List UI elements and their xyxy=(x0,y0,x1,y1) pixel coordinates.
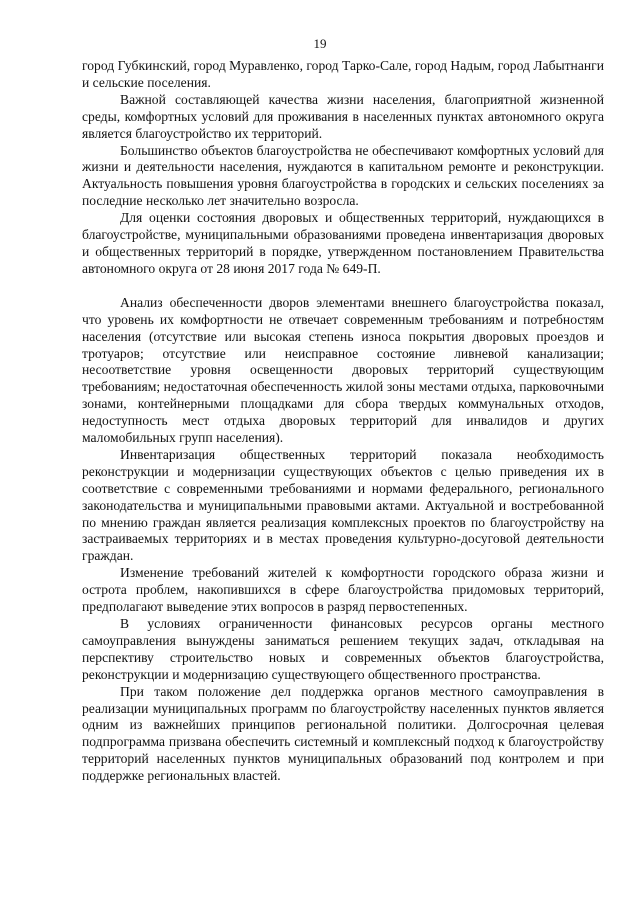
paragraph-8: В условиях ограниченности финансовых ресурсов органы местного самоуправления вынуждены заниматься решением текущих задач, откладывая на перспективу строительство новых и современных объектов благоустройства, реконструкции и модернизацию существующего общественного пространства. xyxy=(82,616,604,682)
paragraph-6: Инвентаризация общественных территорий показала необходимость реконструкции и модернизации существующих объектов с целью приведения их в соответствие с современными требованиями и нормами федерального, регионального законодательства и муниципальными правовыми актами. Актуальной и востребованной по мнению граждан является реализация комплексных проектов по благоустройству на застраиваемых территориях и в местах проведения культурно-досуговой деятельности граждан. xyxy=(82,446,604,564)
paragraph-1: город Губкинский, город Муравленко, город Тарко-Сале, город Надым, город Лабытнанги и сельские поселения. xyxy=(82,58,604,90)
paragraph-7: Изменение требований жителей к комфортности городского образа жизни и острота проблем, накопившихся в сфере благоустройства придомовых территорий, предполагают выведение этих вопросов в разряд первостепенных. xyxy=(82,565,604,615)
paragraph-9: При таком положение дел поддержка органов местного самоуправления в реализации муниципальных программ по благоустройству населенных пунктов является одним из важнейших принципов региональной политики. Долгосрочная целевая подпрограмма призвана обеспечить системный и комплексный подход к благоустройству территорий населенных пунктов муниципальных образований под контролем и при поддержке региональных властей. xyxy=(82,683,604,784)
paragraph-3: Большинство объектов благоустройства не обеспечивают комфортных условий для жизни и деятельности населения, нуждаются в капитальном ремонте и реконструкции. Актуальность повышения уровня благоустройства в городских и сельских поселениях за последние несколько лет значительно возросла. xyxy=(82,142,604,209)
paragraph-2: Важной составляющей качества жизни населения, благоприятной жизненной среды, комфортных условий для проживания в населенных пунктах автономного округа является благоустройство их территорий. xyxy=(82,91,604,141)
paragraph-5: Анализ обеспеченности дворов элементами внешнего благоустройства показал, что уровень их комфортности не отвечает современным требованиям и потребностям населения (отсутствие или высокая степень износа покрытия дворовых проездов и тротуаров; отсутствие или неисправное состояние ливневой канализации; несоответствие уровня освещенности дворовых территорий существующим требованиям; недостаточная обеспеченность жилой зоны местами отдыха, парковочными зонами, контейнерными площадками для сбора твердых коммунальных отходов, недоступность мест отдыха дворовых территорий для инвалидов и других маломобильных групп населения). xyxy=(82,294,604,446)
document-body xyxy=(82,58,604,785)
paragraph-4: Для оценки состояния дворовых и общественных территорий, нуждающихся в благоустройстве, муниципальными образованиями проведена инвентаризация дворовых и общественных территорий в порядке, утвержденном постановлением Правительства автономного округа от 28 июня 2017 года № 649-П. xyxy=(82,210,604,276)
page-number: 19 xyxy=(313,36,327,51)
